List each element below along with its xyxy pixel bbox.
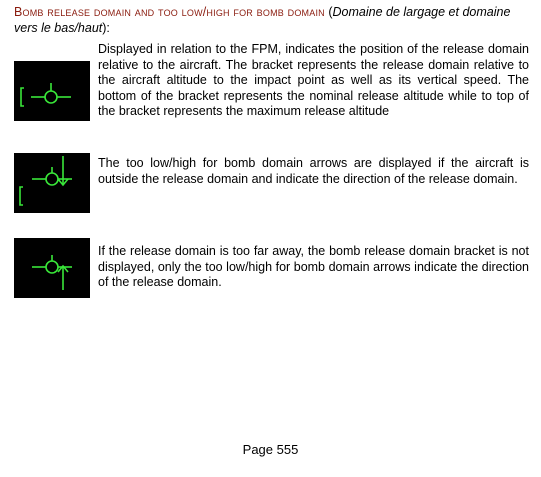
entry-description: If the release domain is too far away, the bomb release domain bracket is not displayed, only the too low/high for bomb domain arrows indicate the direction of the release domain. <box>98 244 529 290</box>
entry-description: Displayed in relation to the FPM, indicates the position of the release domain relative to the aircraft. The bracket represents the release domain relative to the aircraft altitude to the impact point as well as its vertical speed. The bottom of the bracket represents the nominal release altitude while to top of the bracket represents the maximum release altitude <box>98 42 529 119</box>
too-high-arrow-symbol-icon <box>14 153 90 213</box>
entry-description: The too low/high for bomb domain arrows are displayed if the aircraft is outside the release domain and indicate the direction of the release domain. <box>98 156 529 186</box>
release-domain-bracket-symbol-icon <box>14 61 90 121</box>
heading-title: Bomb release domain and too low/high for bomb domain <box>14 5 325 19</box>
heading-paren-close: ): <box>102 21 110 35</box>
too-low-arrow-symbol-icon <box>14 238 90 298</box>
page-number: Page 555 <box>242 442 299 457</box>
heading-french-title: Domaine de largage et domaine vers le bas/haut <box>14 5 511 35</box>
section-heading <box>14 4 529 36</box>
heading-paren-open: ( <box>324 5 333 19</box>
